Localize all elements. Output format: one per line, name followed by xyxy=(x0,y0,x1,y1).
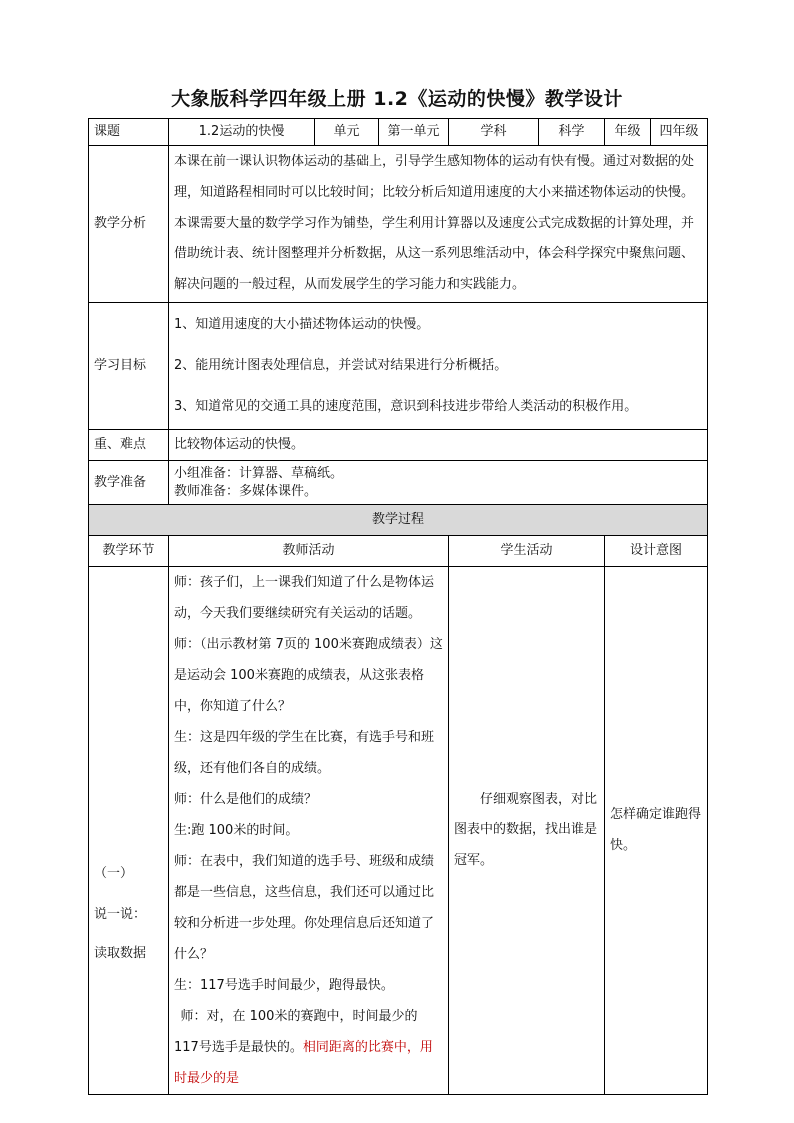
lesson-value: 1.2运动的快慢 xyxy=(169,119,315,146)
key-points-label: 重、难点 xyxy=(89,430,169,461)
stage-cell xyxy=(89,567,169,1095)
key-points-row xyxy=(89,430,708,461)
goals-list xyxy=(169,303,708,430)
preparation-label: 教学准备 xyxy=(89,461,169,505)
process-row xyxy=(89,567,708,1095)
dialog-line: 生:跑 100米的时间。 xyxy=(174,823,299,838)
student-activity-first-line: 仔细观察图 xyxy=(480,791,546,807)
dialog-line: 师：什么是他们的成绩？ xyxy=(174,792,318,807)
dialog-line: 师：在表中，我们知道的选手号、班级和成绩都是一些信息，这些信息，我们还可以通过比较和分析进一步处理。你处理信息后还知道了什么？ xyxy=(174,854,435,962)
preparation-content xyxy=(169,461,708,505)
goals-row xyxy=(89,303,708,430)
goals-label: 学习目标 xyxy=(89,303,169,430)
student-activity-text: 表，对比图表中的数据，找出谁是冠军。 xyxy=(454,791,598,868)
highlighted-text: 相同距离的比赛中，用时最少的是 xyxy=(174,1040,433,1086)
stage-number: （一） xyxy=(94,865,134,881)
key-points-text: 比较物体运动的快慢。 xyxy=(169,430,708,461)
stage-topic: 读取数据 xyxy=(94,945,147,961)
page-title: 大象版科学四年级上册 1.2《运动的快慢》教学设计 xyxy=(171,88,623,110)
unit-label: 单元 xyxy=(315,119,379,146)
process-title-row xyxy=(89,505,708,536)
goal-item: 3、知道常见的交通工具的速度范围，意识到科技进步带给人类活动的积极作用。 xyxy=(174,399,638,414)
teacher-activity xyxy=(169,567,449,1095)
process-title: 教学过程 xyxy=(89,505,708,536)
student-activity xyxy=(449,567,605,1095)
dialog-text: 师：对，在 100米的赛跑中，时间最少的 117号选手是最快的。 xyxy=(174,1009,418,1055)
process-header-row xyxy=(89,536,708,567)
dialog-line: 生：这是四年级的学生在比赛，有选手号和班级，还有他们各自的成绩。 xyxy=(174,730,435,776)
group-preparation: 小组准备：计算器、草稿纸。 xyxy=(174,465,344,481)
dialog-line: 师：孩子们，上一课我们知道了什么是物体运动，今天我们要继续研究有关运动的话题。 xyxy=(174,575,435,621)
column-stage: 教学环节 xyxy=(89,536,169,567)
goal-item: 2、能用统计图表处理信息，并尝试对结果进行分析概括。 xyxy=(174,358,508,373)
subject-label: 学科 xyxy=(449,119,539,146)
analysis-text: 本课在前一课认识物体运动的基础上，引导学生感知物体的运动有快有慢。通过对数据的处理，知道路程相同时可以比较时间；比较分析后知道用速度的大小来描述物体运动的快慢。本课需要大量的数学学习作为铺垫，学生利用计算器以及速度公式完成数据的计算处理，并借助统计表、统计图整理并分析数据，从这一系列思维活动中，体会科学探究中聚焦问题、解决问题的一般过程，从而发展学生的学习能力和实践能力。 xyxy=(169,146,708,303)
grade-value: 四年级 xyxy=(651,119,708,146)
analysis-row xyxy=(89,146,708,303)
lesson-plan-table xyxy=(88,118,708,1095)
dialog-line: 师：（出示教材第 7页的 100米赛跑成绩表）这是运动会 100米赛跑的成绩表，从这张表格中，你知道了什么？ xyxy=(174,637,443,714)
design-intent: 怎样确定谁跑得快。 xyxy=(605,567,708,1095)
lesson-label: 课题 xyxy=(89,119,169,146)
column-student-activity: 学生活动 xyxy=(449,536,605,567)
column-teacher-activity: 教师活动 xyxy=(169,536,449,567)
preparation-row xyxy=(89,461,708,505)
subject-value: 科学 xyxy=(539,119,605,146)
stage-name: 说一说： xyxy=(94,907,147,923)
dialog-line xyxy=(174,1001,443,1094)
column-design-intent: 设计意图 xyxy=(605,536,708,567)
teacher-preparation: 教师准备：多媒体课件。 xyxy=(174,483,318,499)
dialog-line: 生：117号选手时间最少，跑得最快。 xyxy=(174,978,394,993)
unit-value: 第一单元 xyxy=(379,119,449,146)
goal-item: 1、知道用速度的大小描述物体运动的快慢。 xyxy=(174,317,430,332)
analysis-label: 教学分析 xyxy=(89,146,169,303)
header-row xyxy=(89,119,708,146)
grade-label: 年级 xyxy=(605,119,651,146)
